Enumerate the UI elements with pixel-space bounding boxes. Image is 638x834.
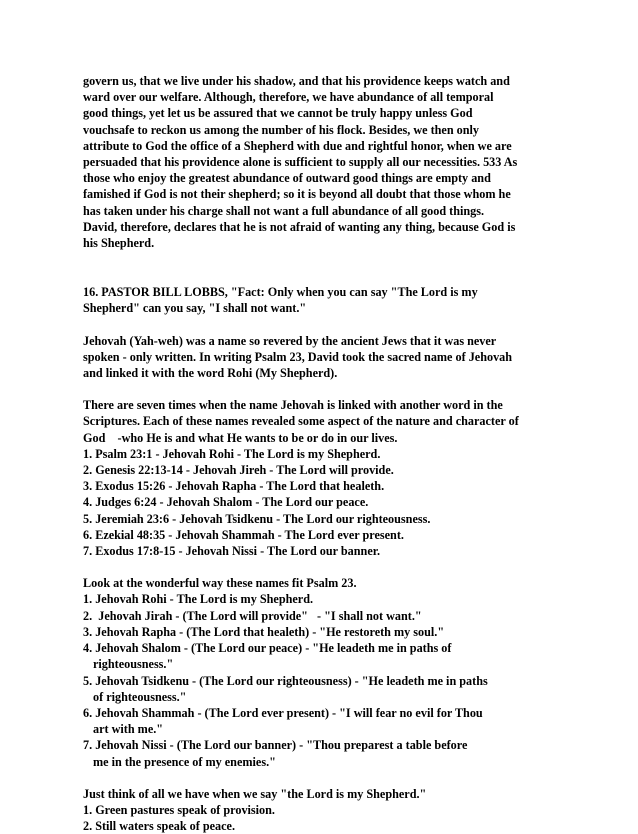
text-line: David, therefore, declares that he is not afraid of wanting any thing, because God is	[83, 219, 516, 234]
text-line: spoken - only written. In writing Psalm 23, David took the sacred name of Jehovah	[83, 349, 513, 364]
shepherd-list	[83, 802, 553, 834]
list-item: 2. Still waters speak of peace.	[83, 819, 235, 834]
text-line: his Shepherd.	[83, 236, 155, 251]
spacer	[83, 559, 638, 575]
text-line: govern us, that we live under his shadow, and that his providence keeps watch and	[83, 74, 510, 88]
list-item: 1. Jehovah Rohi - The Lord is my Shepherd.	[83, 592, 314, 607]
section-heading-pastor-lobbs	[83, 284, 553, 316]
list-item: 7. Jehovah Nissi - (The Lord our banner) - "Thou preparest a table before	[83, 738, 468, 753]
paragraph-seven-names	[83, 397, 553, 446]
list-item: 1. Green pastures speak of provision.	[83, 802, 275, 817]
list-item: 5. Jehovah Tsidkenu - (The Lord our righteousness) - "He leadeth me in paths	[83, 673, 488, 688]
names-list	[83, 446, 553, 559]
text-line: There are seven times when the name Jehovah is linked with another word in the	[83, 398, 503, 413]
text-line: Jehovah (Yah-weh) was a name so revered by the ancient Jews that it was never	[83, 333, 497, 348]
list-item: 4. Judges 6:24 - Jehovah Shalom - The Lord our peace.	[83, 495, 369, 510]
text-line: vouchsafe to reckon us among the number of his flock. Besides, we then only	[83, 122, 480, 137]
text-line: those who enjoy the greatest abundance of outward good things are empty and	[83, 171, 491, 186]
spacer	[83, 381, 638, 397]
list-item: 5. Jeremiah 23:6 - Jehovah Tsidkenu - The Lord our righteousness.	[83, 511, 431, 526]
text-line: Shepherd" can you say, "I shall not want."	[83, 301, 307, 316]
text-line: ward over our welfare. Although, therefore, we have abundance of all temporal	[83, 90, 494, 105]
text-line: good things, yet let us be assured that we cannot be truly happy unless God	[83, 106, 473, 121]
list-item: 7. Exodus 17:8-15 - Jehovah Nissi - The Lord our banner.	[83, 544, 381, 559]
text-line: persuaded that his providence alone is sufficient to supply all our necessities. 533 As	[83, 155, 518, 170]
list-item: 4. Jehovah Shalom - (The Lord our peace) - "He leadeth me in paths of	[83, 641, 452, 656]
list-item: 3. Jehovah Rapha - (The Lord that healeth) - "He restoreth my soul."	[83, 624, 445, 639]
text-line: Just think of all we have when we say "the Lord is my Shepherd."	[83, 786, 427, 801]
list-item: 3. Exodus 15:26 - Jehovah Rapha - The Lord that healeth.	[83, 479, 385, 494]
text-line: attribute to God the office of a Shepherd with due and rightful honor, when we are	[83, 138, 512, 153]
list-item: 6. Ezekial 48:35 - Jehovah Shammah - The Lord ever present.	[83, 527, 404, 542]
paragraph-think	[83, 786, 553, 802]
list-item-continuation: art with me."	[93, 722, 164, 737]
text-line: famished if God is not their shepherd; so it is beyond all doubt that those whom he	[83, 187, 511, 202]
spacer	[83, 770, 638, 786]
text-line: 16. PASTOR BILL LOBBS, "Fact: Only when you can say "The Lord is my	[83, 285, 478, 300]
list-item: 2. Genesis 22:13-14 - Jehovah Jireh - The Lord will provide.	[83, 463, 394, 478]
list-item: 6. Jehovah Shammah - (The Lord ever present) - "I will fear no evil for Thou	[83, 705, 483, 720]
list-item: 1. Psalm 23:1 - Jehovah Rohi - The Lord is my Shepherd.	[83, 446, 381, 461]
text-line: Scriptures. Each of these names revealed some aspect of the nature and character of	[83, 414, 519, 429]
paragraph-jehovah	[83, 333, 553, 382]
text-line: God -who He is and what He wants to be or do in our lives.	[83, 430, 398, 445]
list-item-continuation: righteousness."	[93, 657, 174, 672]
list-item: 2. Jehovah Jirah - (The Lord will provide" - "I shall not want."	[83, 608, 422, 623]
paragraph-psalm-fit	[83, 575, 553, 591]
text-line: Look at the wonderful way these names fit Psalm 23.	[83, 576, 357, 591]
text-line: has taken under his charge shall not want a full abundance of all good things.	[83, 203, 485, 218]
text-line: and linked it with the word Rohi (My Shepherd).	[83, 366, 338, 381]
list-item-continuation: me in the presence of my enemies."	[93, 754, 276, 769]
list-item-continuation: of righteousness."	[93, 689, 187, 704]
spacer	[83, 317, 638, 333]
spacer	[83, 251, 638, 284]
paragraph-calvin	[83, 73, 553, 251]
psalm-fit-list	[83, 591, 553, 769]
